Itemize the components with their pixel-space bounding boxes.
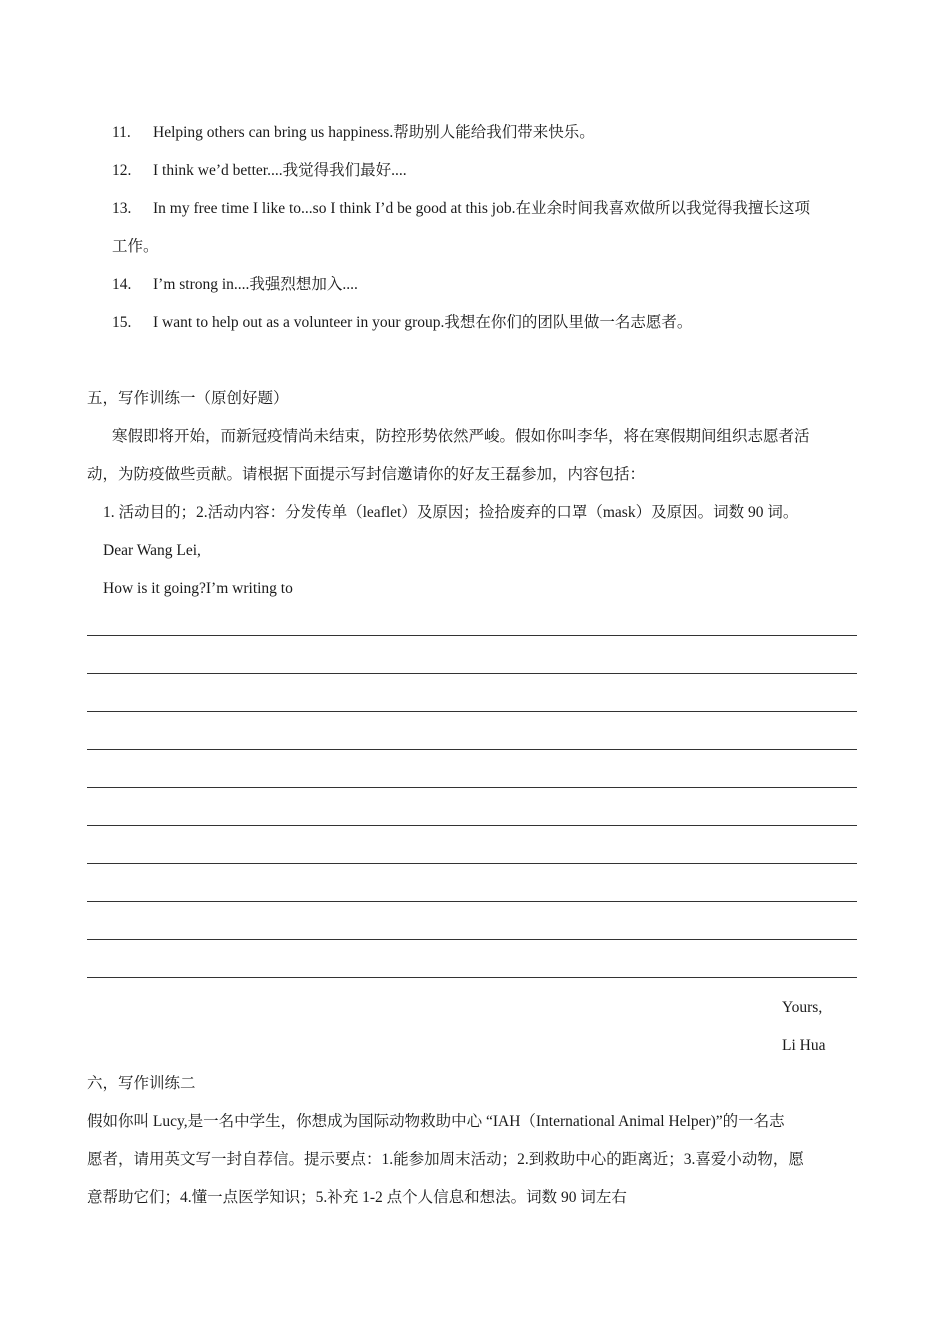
letter-signature: Li Hua	[782, 1037, 826, 1054]
phrase-number: 12.	[112, 162, 132, 179]
section-5-heading: 五，写作训练一（原创好题）	[87, 390, 289, 407]
phrase-number: 14.	[112, 276, 132, 293]
writing-line[interactable]	[87, 977, 857, 978]
section-5-prompt-line-2: 动，为防疫做些贡献。请根据下面提示写封信邀请你的好友王磊参加，内容包括：	[87, 466, 646, 483]
phrase-number: 13.	[112, 200, 132, 217]
phrase-text: I think we’d better....我觉得我们最好....	[153, 162, 407, 179]
section-5-points: 1. 活动目的；2.活动内容：分发传单（leaflet）及原因；捡拾废弃的口罩（mask）及原因。词数 90 词。	[103, 504, 799, 521]
letter-closing: Yours,	[782, 999, 823, 1016]
section-6-prompt-line-2: 愿者，请用英文写一封自荐信。提示要点：1.能参加周末活动；2.到救助中心的距离近；3.喜爱小动物，愿	[87, 1151, 804, 1168]
letter-opening: How is it going?I’m writing to	[103, 580, 293, 597]
phrase-text: In my free time I like to...so I think I’d be good at this job.在业余时间我喜欢做所以我觉得我擅长这项	[153, 200, 810, 217]
section-5-prompt-line-1: 寒假即将开始，而新冠疫情尚未结束，防控形势依然严峻。假如你叫李华，将在寒假期间组织志愿者活	[112, 428, 810, 445]
phrase-number: 15.	[112, 314, 132, 331]
section-6-heading: 六，写作训练二	[87, 1075, 196, 1092]
writing-line[interactable]	[87, 825, 857, 826]
writing-line[interactable]	[87, 711, 857, 712]
phrase-text: I’m strong in....我强烈想加入....	[153, 276, 358, 293]
phrase-number: 11.	[112, 124, 131, 141]
writing-line[interactable]	[87, 673, 857, 674]
section-6-prompt-line-3: 意帮助它们；4.懂一点医学知识；5.补充 1-2 点个人信息和想法。词数 90 词左右	[87, 1189, 627, 1206]
writing-line[interactable]	[87, 863, 857, 864]
phrase-item-13-continued	[112, 237, 159, 257]
writing-line[interactable]	[87, 749, 857, 750]
writing-line[interactable]	[87, 939, 857, 940]
writing-line[interactable]	[87, 787, 857, 788]
phrase-text: Helping others can bring us happiness.帮助别人能给我们带来快乐。	[153, 124, 595, 141]
phrase-text: I want to help out as a volunteer in your group.我想在你们的团队里做一名志愿者。	[153, 314, 693, 331]
writing-line[interactable]	[87, 901, 857, 902]
phrase-text-continued: 工作。	[112, 238, 159, 255]
letter-greeting: Dear Wang Lei,	[103, 542, 201, 559]
writing-line[interactable]	[87, 635, 857, 636]
section-6-prompt-line-1: 假如你叫 Lucy,是一名中学生，你想成为国际动物救助中心 “IAH（International Animal Helper)”的一名志	[87, 1113, 785, 1130]
